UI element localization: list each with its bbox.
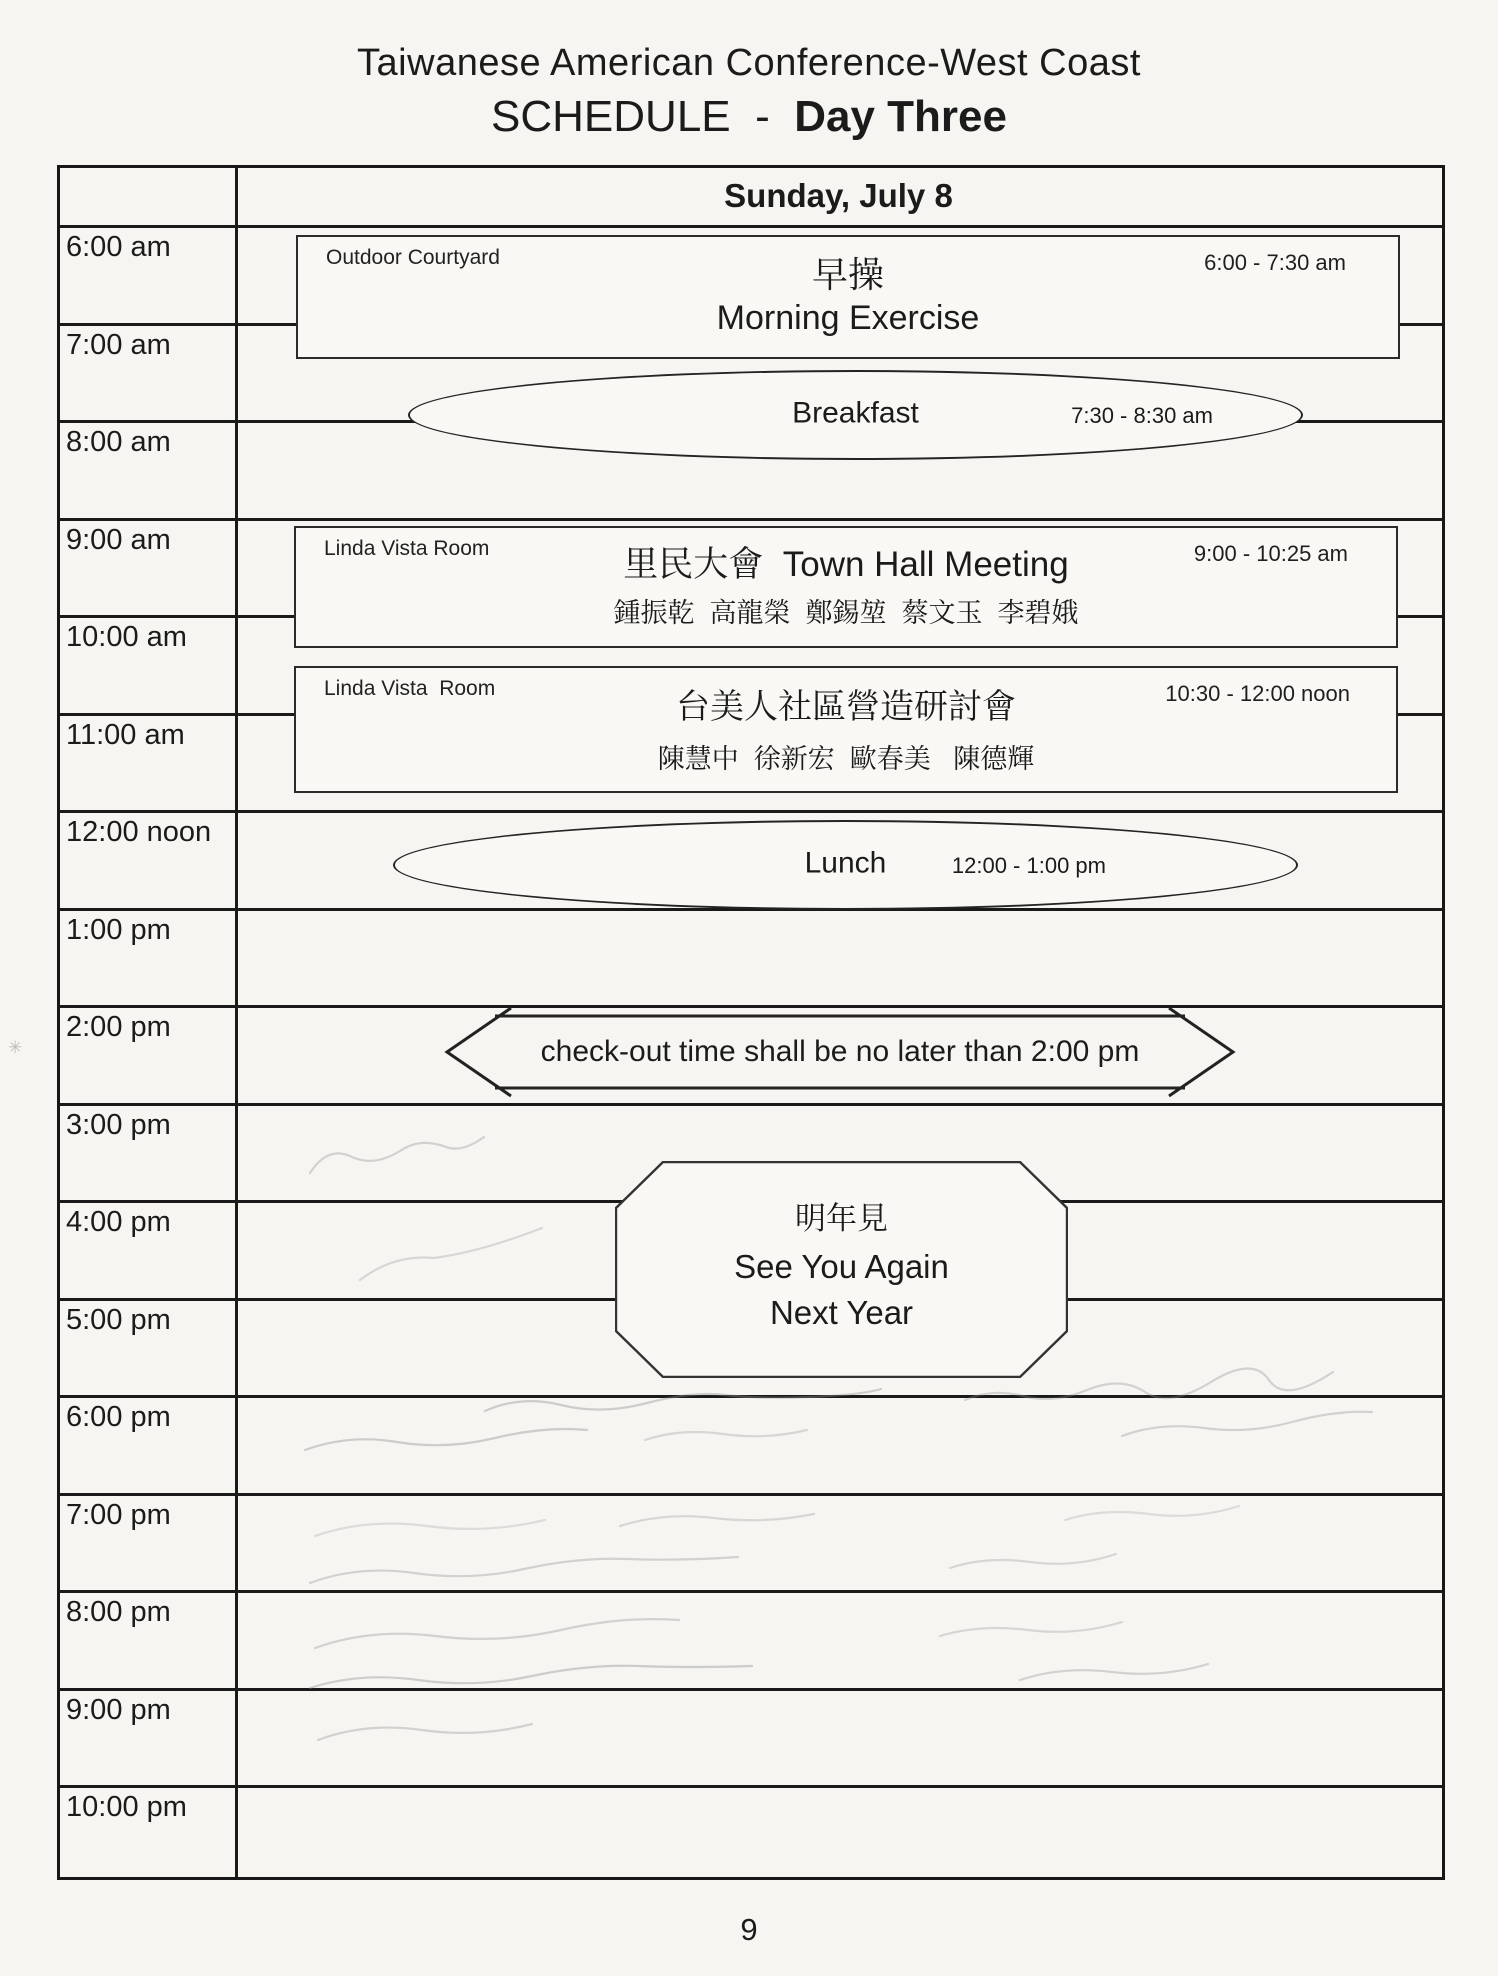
event-time: 7:30 - 8:30 am [1071, 403, 1213, 429]
time-slot-label: 11:00 am [66, 719, 185, 751]
checkout-text: check-out time shall be no later than 2:00 pm [540, 1035, 1140, 1068]
event-location: Linda Vista Room [324, 537, 490, 560]
time-slot-label: 2:00 pm [66, 1011, 171, 1043]
event-community-workshop [294, 666, 1398, 793]
event-lunch [393, 820, 1298, 910]
grid-line [60, 1103, 1442, 1106]
event-time: 10:30 - 12:00 noon [1165, 681, 1350, 706]
event-location: Outdoor Courtyard [326, 246, 500, 269]
time-slot-label: 6:00 pm [66, 1401, 171, 1433]
event-title: 里民大會 Town Hall Meeting [623, 545, 1069, 584]
speakers-line: 陳慧中 徐新宏 歐春美 陳德輝 [657, 744, 1035, 774]
page-title: Taiwanese American Conference-West Coast [357, 42, 1141, 84]
event-time: 9:00 - 10:25 am [1193, 541, 1348, 566]
event-title-en: Morning Exercise [716, 299, 980, 337]
grid-line [60, 1688, 1442, 1691]
closing-line-en2: Next Year [769, 1293, 914, 1331]
time-slot-label: 8:00 pm [66, 1596, 171, 1628]
event-time: 12:00 - 1:00 pm [951, 853, 1106, 879]
schedule-subtitle-prefix: SCHEDULE - [491, 92, 795, 141]
event-time: 6:00 - 7:30 am [1204, 250, 1346, 275]
grid-line [60, 1590, 1442, 1593]
time-slot-label: 4:00 pm [66, 1206, 171, 1238]
speakers-line: 鍾振乾 高龍榮 鄭錫堃 蔡文玉 李碧娥 [613, 598, 1079, 628]
time-column-divider [235, 168, 238, 1877]
event-location: Linda Vista Room [324, 677, 496, 700]
closing-octagon [615, 1161, 1068, 1378]
schedule-table [57, 165, 1445, 1880]
event-title: Breakfast [792, 396, 919, 430]
event-title-zh: 早操 [811, 254, 884, 295]
grid-line [60, 1493, 1442, 1496]
time-slot-label: 6:00 am [66, 231, 171, 263]
time-slot-label: 8:00 am [66, 426, 171, 458]
time-slot-label: 5:00 pm [66, 1304, 171, 1336]
page-number: 9 [740, 1912, 758, 1947]
event-title-zh: 台美人社區營造研討會 [676, 688, 1016, 726]
event-town-hall-meeting [294, 526, 1398, 648]
schedule-day-label: Day Three [794, 92, 1007, 141]
time-slot-label: 12:00 noon [66, 816, 212, 848]
event-title: Lunch [804, 846, 887, 880]
grid-line [60, 225, 1442, 228]
time-slot-label: 3:00 pm [66, 1109, 171, 1141]
closing-line-en1: See You Again [734, 1247, 949, 1285]
grid-line [60, 810, 1442, 813]
event-breakfast [408, 370, 1303, 460]
time-slot-label: 9:00 am [66, 524, 171, 556]
margin-pencil-mark: ✳ [8, 1038, 23, 1057]
day-header: Sunday, July 8 [724, 177, 953, 214]
time-slot-label: 10:00 am [66, 621, 187, 653]
time-slot-label: 1:00 pm [66, 914, 171, 946]
grid-line [60, 518, 1442, 521]
time-slot-label: 10:00 pm [66, 1791, 187, 1823]
grid-line [60, 1395, 1442, 1398]
event-morning-exercise [296, 235, 1400, 359]
schedule-subtitle [0, 92, 1498, 142]
time-slot-label: 7:00 pm [66, 1499, 171, 1531]
grid-line [60, 1005, 1442, 1008]
grid-line [60, 1785, 1442, 1788]
time-slot-label: 9:00 pm [66, 1694, 171, 1726]
checkout-banner [435, 1010, 1245, 1094]
time-slot-label: 7:00 am [66, 329, 171, 361]
closing-line-zh: 明年見 [795, 1200, 888, 1236]
